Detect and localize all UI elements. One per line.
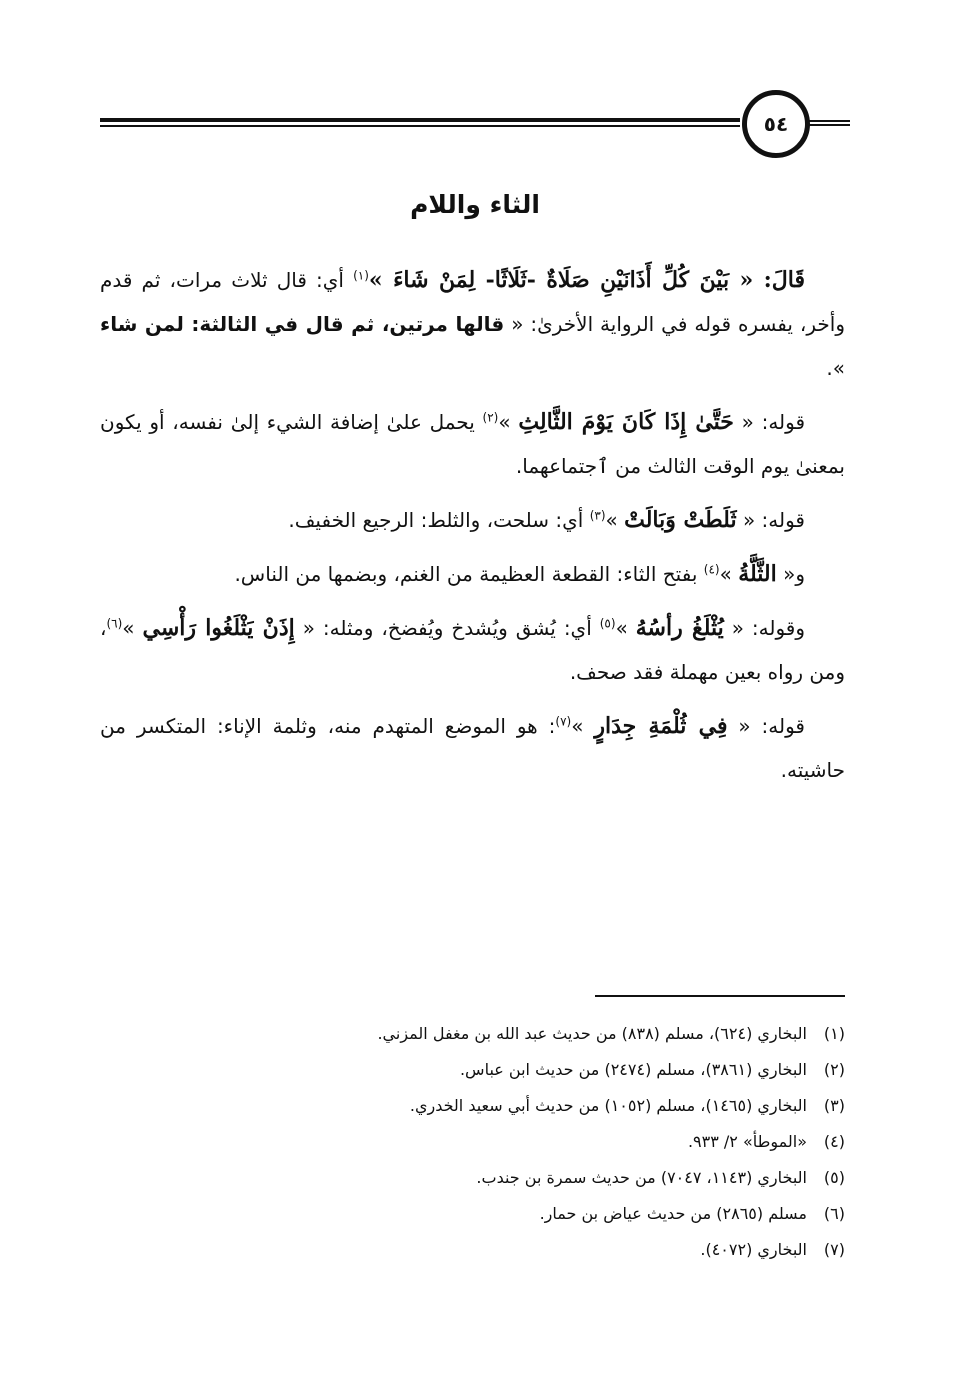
footnote-separator [595,995,845,997]
hadith-quote: الثَّلَّةُ [738,561,777,587]
bold-text: قالها مرتين، ثم قال في الثالثة: لمن شاء [100,312,505,336]
hadith-quote: إِذَنْ يَثْلَغُوا رَأْسِي [142,615,295,641]
footnote-ref: (٦) [106,616,123,631]
text-run: قوله: « [733,410,806,434]
text-run: » [615,616,636,640]
hadith-quote: بَيْنَ كُلِّ أَذَانَيْنِ صَلَاةٌ -ثَلَاثًا- لِمَنْ شَاءَ [393,267,730,293]
footnote-text: البخاري (١١٤٣، ٧٠٤٧) من حديث سمرة بن جندب. [476,1167,807,1187]
text-run: وقوله: « [723,616,806,640]
text-run: » [122,616,143,640]
footnote-text: مسلم (٢٨٦٥) من حديث عياض بن حمار. [539,1203,807,1223]
footnote-text: البخاري (١٤٦٥)، مسلم (١٠٥٢) من حديث أبي سعيد الخدري. [409,1095,807,1115]
footnote-text: «الموطأ» ٢/ ٩٣٣. [687,1131,807,1151]
footnote-number: (٢) [823,1059,845,1079]
text-run: » [719,562,739,586]
footnote [100,1231,845,1267]
text-run: ، ومن رواه بعين مهملة فقد صحف. [100,616,845,684]
footnote-number: (٥) [823,1167,845,1187]
hadith-quote: فِي ثُلْمَةِ جِدَارٍ [594,713,728,739]
page-number: ٥٤ [742,90,810,158]
footnote [100,1087,845,1123]
text-run: أي: سلحت، والثلط: الرجيع الخفيف. [288,508,590,532]
text-run: قوله: « [727,714,805,738]
paragraph [100,704,845,792]
hadith-quote: يُثْلَغُ رأسُهُ [635,615,724,641]
text-run: أي: يُشق ويُشدخ ويُفضخ، ومثله: « [294,616,600,640]
text-run: بفتح الثاء: القطعة العظيمة من الغنم، وبضمها من الناس. [234,562,704,586]
footnote-text: البخاري (٤٠٧٢). [700,1239,807,1259]
paragraph [100,258,845,390]
footnote-ref: (٥) [599,616,616,631]
footnotes-list [100,1015,845,1267]
footnote-number: (٤) [823,1131,845,1151]
footnote-ref: (١) [353,268,369,283]
text-run: أي: قال ثلاث مرات، ثم قدم وأخر، يفسره قوله في الرواية الأخرىٰ: « [100,268,845,336]
footnote-number: (١) [823,1023,845,1043]
footnote-ref: (٤) [703,562,720,577]
paragraph [100,606,845,694]
hadith-quote: ثَلَطَتْ وَبَالَتْ [624,507,737,533]
footnote [100,1195,845,1231]
footnote-number: (٧) [823,1239,845,1259]
paragraph [100,552,845,596]
footnote [100,1123,845,1159]
footnote [100,1015,845,1051]
footnote-number: (٣) [823,1095,845,1115]
footnote [100,1159,845,1195]
text-run: : هو الموضع المتهدم منه، وثلمة الإناء: المتكسر من حاشيته. [100,714,845,782]
footnote-text: البخاري (٣٨٦١)، مسلم (٢٤٧٤) من حديث ابن عباس. [459,1059,807,1079]
section-title: الثاء واللام [410,190,540,219]
footnote-text: البخاري (٦٢٤)، مسلم (٨٣٨) من حديث عبد الله بن مغفل المزني. [377,1023,807,1043]
footnote-ref: (٧) [555,714,572,729]
footnote-ref: (٣) [589,508,606,523]
text-run: قوله: « [736,508,805,532]
paragraph [100,498,845,542]
footnote [100,1051,845,1087]
text-run: و« [776,562,805,586]
text-run: ». [826,356,845,380]
footnote-ref: (٢) [482,410,499,425]
footnote-number: (٦) [823,1203,845,1223]
header-double-rule [100,118,740,128]
hadith-quote: قَالَ: « [729,267,806,293]
text-run: يحمل علىٰ إضافة الشيء إلىٰ نفسه، أو يكون بمعنىٰ يوم الوقت الثالث من ٱجتماعهما. [100,410,845,478]
body-text [100,258,845,802]
text-run: » [571,714,595,738]
page-header [100,88,850,168]
hadith-quote: » [368,267,394,293]
text-run: » [498,410,519,434]
hadith-quote: حَتَّىٰ إِذَا كَانَ يَوْمَ الثَّالِثِ [518,409,734,435]
paragraph [100,400,845,488]
text-run: » [605,508,625,532]
